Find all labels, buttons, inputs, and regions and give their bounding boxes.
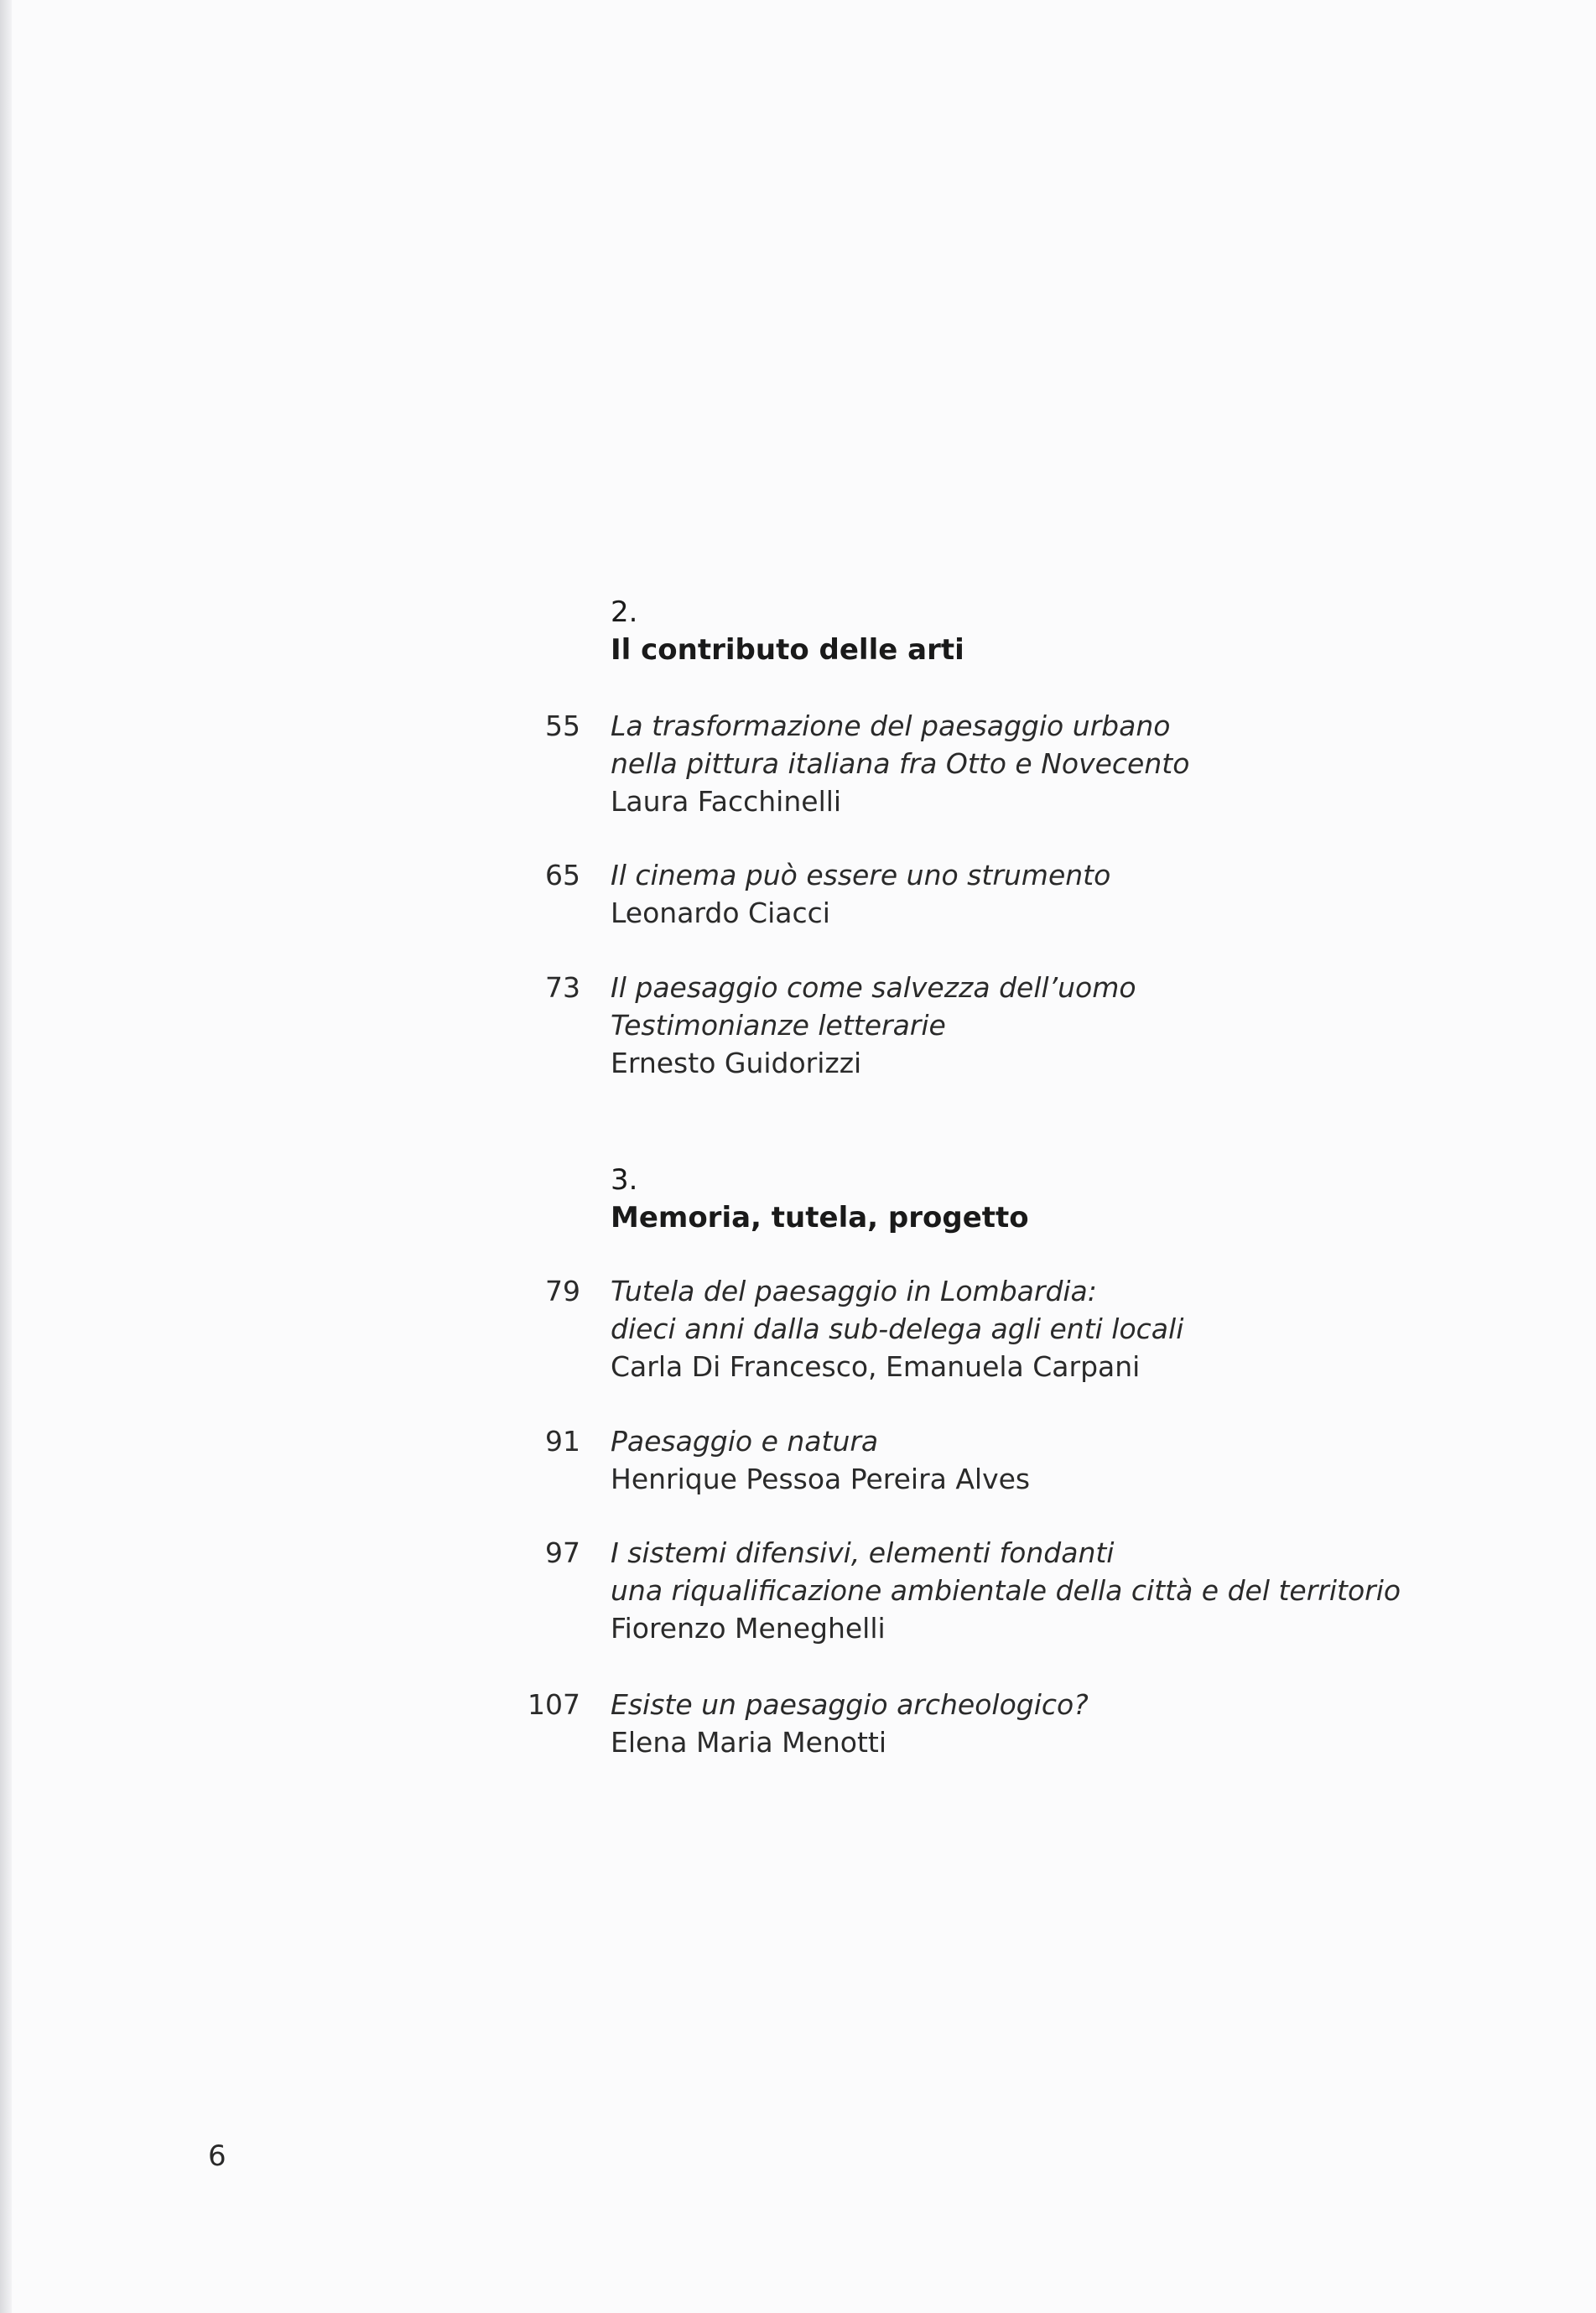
toc-entry-title: Tutela del paesaggio in Lombardia:	[611, 1275, 1097, 1307]
section-number: 2.	[611, 595, 638, 629]
section-title: Memoria, tutela, progetto	[611, 1201, 1029, 1234]
toc-entry-title: una riqualificazione ambientale della città e del territorio	[611, 1574, 1401, 1607]
toc-entry-title: nella pittura italiana fra Otto e Novecento	[611, 747, 1190, 780]
toc-page-number: 79	[545, 1275, 580, 1307]
toc-entry-author: Elena Maria Menotti	[611, 1726, 887, 1759]
toc-page-number: 73	[545, 971, 580, 1004]
toc-page-number: 91	[545, 1425, 580, 1458]
page-folio: 6	[208, 2139, 226, 2173]
toc-entry-title: Il paesaggio come salvezza dell’uomo	[611, 971, 1136, 1004]
toc-entry-title: Testimonianze letterarie	[611, 1009, 946, 1042]
toc-entry-title: Paesaggio e natura	[611, 1425, 879, 1458]
toc-entry-title: I sistemi difensivi, elementi fondanti	[611, 1536, 1115, 1569]
toc-entry-author: Carla Di Francesco, Emanuela Carpani	[611, 1350, 1141, 1383]
toc-entry-title: La trasformazione del paesaggio urbano	[611, 709, 1171, 742]
page-edge-shadow	[0, 0, 12, 2313]
toc-entry-author: Fiorenzo Meneghelli	[611, 1612, 886, 1645]
section-title: Il contributo delle arti	[611, 633, 964, 667]
toc-page-number: 65	[545, 859, 580, 891]
toc-entry-author: Henrique Pessoa Pereira Alves	[611, 1463, 1031, 1495]
toc-entry-author: Ernesto Guidorizzi	[611, 1047, 862, 1079]
toc-entry-author: Laura Facchinelli	[611, 785, 842, 818]
toc-entry-author: Leonardo Ciacci	[611, 897, 830, 929]
toc-page-number: 97	[545, 1536, 580, 1569]
toc-entry-title: dieci anni dalla sub-delega agli enti locali	[611, 1312, 1184, 1345]
toc-page-number: 107	[528, 1688, 580, 1721]
toc-entry-title: Esiste un paesaggio archeologico?	[611, 1688, 1089, 1721]
toc-page-number: 55	[545, 709, 580, 742]
section-number: 3.	[611, 1163, 638, 1197]
toc-entry-title: Il cinema può essere uno strumento	[611, 859, 1111, 891]
